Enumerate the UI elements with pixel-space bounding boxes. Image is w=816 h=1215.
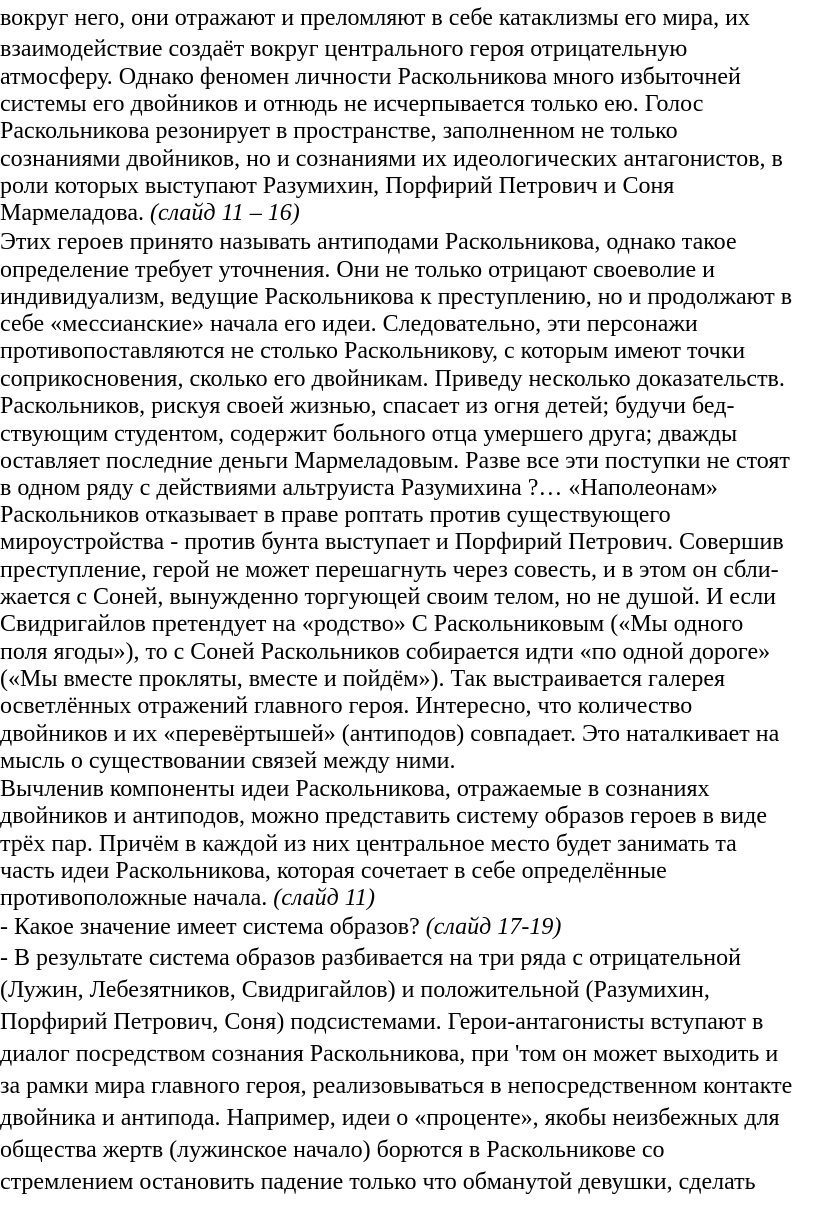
text-line: часть идеи Раскольникова, которая сочетает в себе определённые — [0, 858, 667, 884]
text-line: Этих героев принято называть антиподами Раскольникова, однако такое — [0, 229, 737, 255]
text-line: себе «мессианские» начала его идеи. Следовательно, эти персонажи — [0, 311, 698, 337]
text-line: мысль о существовании связей между ними. — [0, 748, 456, 774]
text-line: соприкосновения, сколько его двойникам. Приведу несколько доказательств. — [0, 366, 785, 392]
text-line: сознаниями двойников, но и сознаниями их идеологических антагонистов, в — [0, 146, 783, 172]
text-line: системы его двойников и отнюдь не исчерпывается только ею. Голос — [0, 91, 704, 117]
text-line: за рамки мира главного героя, реализовываться в непосредственном контакте — [0, 1073, 793, 1099]
line-text: противоположные начала. — [0, 885, 268, 911]
text-line: (Лужин, Лебезятников, Свидригайлов) и положительной (Разумихин, — [0, 977, 710, 1003]
text-line: определение требует уточнения. Они не только отрицают своеволие и — [0, 257, 715, 283]
line-text: Мармеладова. — [0, 200, 144, 226]
text-line — [0, 913, 816, 941]
text-line: осветлённых отражений главного героя. Интересно, что количество — [0, 693, 693, 719]
text-line: оставляет последние деньги Мармеладовым. Разве все эти поступки не стоят — [0, 448, 790, 474]
text-line: Раскольников отказывает в праве роптать против существующего — [0, 502, 671, 528]
text-line: двойника и антипода. Например, идеи о «проценте», якобы неизбежных для — [0, 1105, 780, 1131]
text-line: Вычленив компоненты идеи Раскольникова, отражаемые в сознаниях — [0, 776, 710, 802]
text-line: роли которых выступают Разумихин, Порфирий Петрович и Соня — [0, 173, 675, 199]
text-line: поля ягоды»), то с Соней Раскольников собирается идти «по одной дороге» — [0, 639, 771, 665]
text-line: двойников и их «перевёртышей» (антиподов) совпадает. Это наталкивает на — [0, 721, 780, 747]
text-line: Раскольников, рискуя своей жизнью, спасает из огня детей; будучи бед- — [0, 393, 735, 419]
text-line: преступление, герой не может перешагнуть через совесть, и в этом он сбли- — [0, 557, 779, 583]
line-text: - Какое значение имеет система образов? — [0, 914, 420, 940]
slide-reference: (слайд 11 – 16) — [143, 200, 300, 226]
text-line: - В результате система образов разбивается на три ряда с отрицательной — [0, 945, 741, 971]
text-line: жается с Соней, вынужденно торгующей своим телом, но не душой. И если — [0, 584, 777, 610]
text-line: в одном ряду с действиями альтруиста Разумихина ?… «Наполеонам» — [0, 475, 718, 501]
text-line — [0, 884, 816, 912]
text-line: ствующим студентом, содержит больного отца умершего друга; дважды — [0, 421, 738, 447]
text-line: индивидуализм, ведущие Раскольникова к преступлению, но и продолжают в — [0, 284, 793, 310]
text-line: вокруг него, они отражают и преломляют в себе катаклизмы его мира, их — [0, 5, 750, 31]
text-line — [0, 199, 816, 227]
text-line: Раскольникова резонирует в пространстве, заполненном не только — [0, 118, 678, 144]
text-line: взаимодействие создаёт вокруг центрального героя отрицательную — [0, 36, 688, 62]
text-line: диалог посредством сознания Раскольникова, при 'том он может выходить и — [0, 1041, 779, 1067]
text-line: противопоставляются не столько Раскольникову, с которым имеют точки — [0, 338, 746, 364]
text-line: атмосферу. Однако феномен личности Раскольникова много избыточней — [0, 64, 741, 90]
text-line: Порфирий Петрович, Соня) подсистемами. Герои-антагонисты вступают в — [0, 1009, 764, 1035]
text-line: общества жертв (лужинское начало) борются в Раскольникове со — [0, 1137, 665, 1163]
text-line: Свидригайлов претендует на «родство» С Раскольниковым («Мы одного — [0, 611, 744, 637]
text-line: стремлением остановить падение только что обманутой девушки, сделать — [0, 1169, 756, 1195]
text-line: мироустройства - против бунта выступает и Порфирий Петрович. Совершив — [0, 529, 784, 555]
text-line: двойников и антиподов, можно представить систему образов героев в виде — [0, 803, 767, 829]
slide-reference: (слайд 11) — [267, 885, 375, 911]
text-line: трёх пар. Причём в каждой из них центральное место будет занимать та — [0, 831, 737, 857]
slide-reference: (слайд 17-19) — [419, 914, 562, 940]
text-line: («Мы вместе прокляты, вместе и пойдём»). Так выстраивается галерея — [0, 666, 726, 692]
